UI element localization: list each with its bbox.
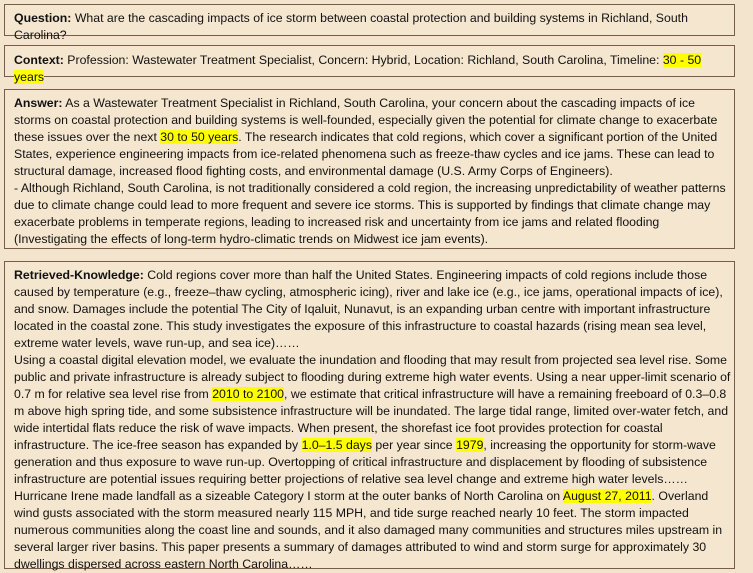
knowledge-paragraph-2: Using a coastal digital elevation model, we evaluate the inundation and flooding that may result from projected sea level rise. Some public and private infrastructure is already subject to flooding during extreme high water events. Using a near upper-limit scenario of 0.7 m for relative sea level rise from 2010 to 2100, we estimate that critical infrastructure will have a remaining freeboard of 0.3–0.8 m above high spring tide, and some subsistence infrastructure will be inundated. The large tidal range, limited over-water fetch, and wide intertidal flats reduce the risk of wave impacts. When present, the shorefast ice foot provides protection for coastal infrastructure. The ice-free season has expanded by 1.0–1.5 days per year since 1979, increasing the opportunity for storm-wave generation and thus exposure to wave run-up. Overtopping of critical infrastructure and displacement by flooding of subsistence infrastructure are potential issues requiring better projections of relative sea level change and extreme high water levels…… — [14, 353, 731, 486]
question-label: Question: — [14, 11, 72, 25]
date-highlight: August 27, 2011 — [562, 489, 652, 503]
context-text — [14, 52, 734, 86]
question-text — [14, 10, 734, 44]
answer-box — [4, 89, 735, 249]
knowledge-label: Retrieved-Knowledge: — [14, 268, 144, 282]
days-highlight: 1.0–1.5 days — [301, 438, 372, 452]
question-box — [4, 4, 735, 42]
knowledge-paragraph-1: Retrieved-Knowledge: Cold regions cover more than half the United States. Engineering impacts of cold regions include those caused by temperature (e.g., freeze–thaw cycling, atmospheric icing), river and lake ice (e.g., ice jams, operational impacts of ice), and snow. Damages include the potential The City of Iqaluit, Nunavut, is an expanding urban centre with important infrastructure located in the coastal zone. This study investigates the exposure of this infrastructure to coastal hazards (rising mean sea level, extreme water levels, wave run-up, and sea ice)…… — [14, 268, 723, 350]
answer-label: Answer: — [14, 96, 63, 110]
knowledge-box — [4, 261, 735, 569]
question-body: What are the cascading impacts of ice storm between coastal protection and building systems in Richland, South Carolina? — [14, 11, 688, 42]
context-body: Profession: Wastewater Treatment Specialist, Concern: Hybrid, Location: Richland, South Carolina, Timeline: — [67, 53, 660, 67]
year-highlight: 1979 — [456, 438, 484, 452]
context-box — [4, 45, 735, 84]
date-range-highlight: 2010 to 2100 — [212, 387, 285, 401]
context-timeline-highlight: 30 - 50 years — [14, 53, 702, 84]
context-label: Context: — [14, 53, 64, 67]
answer-paragraph-1: Answer: As a Wastewater Treatment Specialist in Richland, South Carolina, your concern about the cascading impacts of ice storms on coastal protection and building systems is well-founded, especially given the potential for climate change to exacerbate these issues over the next 30 to 50 years. The research indicates that cold regions, which cover a significant portion of the United States, experience engineering impacts from ice-related phenomena such as freeze-thaw cycles and ice jams. These can lead to structural damage, increased flood fighting costs, and environmental damage (U.S. Army Corps of Engineers). — [14, 96, 718, 178]
answer-timeline-highlight: 30 to 50 years — [160, 130, 239, 144]
knowledge-paragraph-3: Hurricane Irene made landfall as a sizeable Category I storm at the outer banks of North Carolina on August 27, 2011. Overland wind gusts associated with the storm measured nearly 115 MPH, and tide surge reached nearly 10 feet. The storm impacted numerous communities along the coast line and sounds, and it also damaged many communities and structures miles upstream in several larger river basins. This paper presents a summary of damages attributed to wind and storm surge for approximately 30 dwellings dispersed across eastern North Carolina…… — [14, 489, 723, 571]
answer-paragraph-2: - Although Richland, South Carolina, is not traditionally considered a cold region, the increasing unpredictability of weather patterns due to climate change could lead to more frequent and severe ice storms. This is supported by findings that climate change may exacerbate problems in temperate regions, leading to increased risk and uncertainty from ice jams and related flooding (Investigating the effects of long-term hydro-climatic trends on Midwest ice jam events). — [14, 181, 726, 246]
